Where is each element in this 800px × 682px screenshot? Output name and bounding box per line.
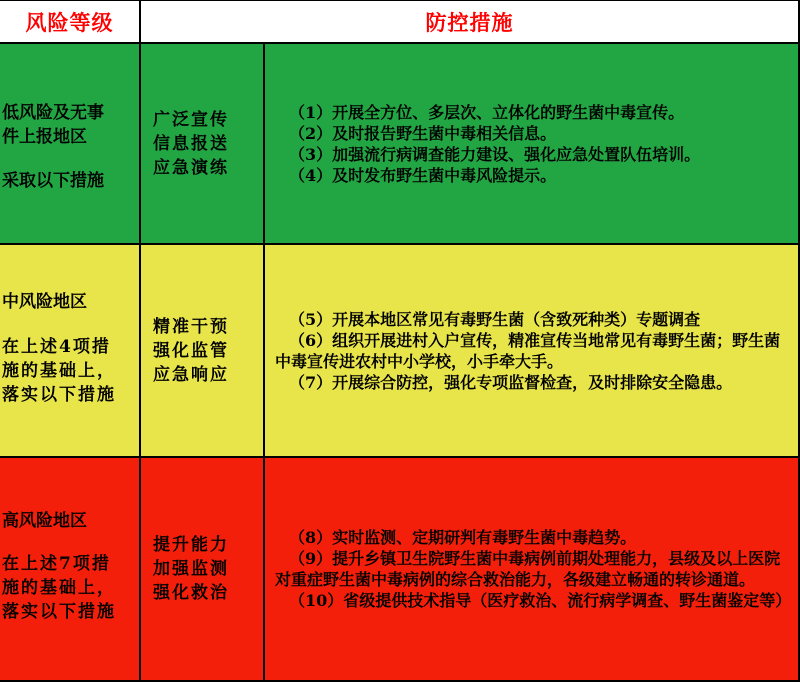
level-line: 低风险及无事 [2, 103, 104, 123]
header-risk-level: 风险等级 [0, 0, 141, 44]
summary-line: 精准干预 [153, 316, 229, 337]
measures-cell-medium [265, 245, 800, 458]
level-note-line: 在上述7项措 [2, 554, 111, 574]
level-note-low [2, 169, 135, 193]
measure-item: （9）提升乡镇卫生院野生菌中毒病例前期处理能力，县级及以上医院对重症野生菌中毒病例的综合救治能力，各级建立畅通的转诊通道。 [275, 549, 781, 589]
summary-line: 应急响应 [153, 364, 229, 385]
measure-item: （6）组织开展进村入户宣传，精准宣传当地常见有毒野生菌；野生菌中毒宣传进农村中小学校，小手牵大手。 [275, 330, 781, 371]
measures-cell-high [265, 458, 800, 682]
summary-cell-medium [141, 245, 265, 458]
summary-line: 加强监测 [153, 559, 229, 579]
summary-cell-low [141, 44, 265, 245]
header-control-measures: 防控措施 [141, 0, 800, 44]
measure-item: （3）加强流行病调查能力建设、强化应急处置队伍培训。 [289, 144, 701, 164]
level-cell-medium [0, 245, 141, 458]
level-name-high [2, 509, 135, 533]
measure-item: （10）省级提供技术指导（医疗救治、流行病学调查、野生菌鉴定等） [289, 591, 792, 610]
level-cell-high [0, 458, 141, 682]
level-note-high [2, 552, 135, 624]
measures-cell-low [265, 44, 800, 245]
measure-item: （1）开展全方位、多层次、立体化的野生菌中毒宣传。 [289, 102, 685, 122]
level-note-line: 施的基础上， [2, 361, 116, 381]
level-note-line: 采取以下措施 [2, 171, 104, 191]
level-name-medium [2, 290, 135, 314]
level-note-line: 在上述4项措 [2, 337, 111, 357]
measure-item: （4）及时发布野生菌中毒风险提示。 [289, 165, 557, 185]
measure-item: （2）及时报告野生菌中毒相关信息。 [289, 123, 557, 143]
summary-line: 提升能力 [153, 535, 229, 555]
level-cell-low [0, 44, 141, 245]
summary-line: 应急演练 [153, 157, 229, 178]
summary-line: 广泛宣传 [153, 109, 229, 130]
level-line: 高风险地区 [2, 511, 87, 531]
summary-line: 强化救治 [153, 583, 229, 603]
summary-cell-high [141, 458, 265, 682]
measure-item: （7）开展综合防控，强化专项监督检查，及时排除安全隐患。 [289, 372, 733, 392]
measure-item: （5）开展本地区常见有毒野生菌（含致死种类）专题调查 [289, 309, 701, 329]
measure-item: （8）实时监测、定期研判有毒野生菌中毒趋势。 [289, 528, 637, 547]
level-note-line: 施的基础上， [2, 578, 116, 598]
level-line: 件上报地区 [2, 127, 87, 147]
level-note-line: 落实以下措施 [2, 385, 116, 405]
level-note-line: 落实以下措施 [2, 602, 116, 622]
summary-line: 强化监管 [153, 340, 229, 361]
summary-line: 信息报送 [153, 133, 229, 154]
level-name-low [2, 101, 135, 149]
level-line: 中风险地区 [2, 292, 87, 312]
level-note-medium [2, 335, 135, 407]
